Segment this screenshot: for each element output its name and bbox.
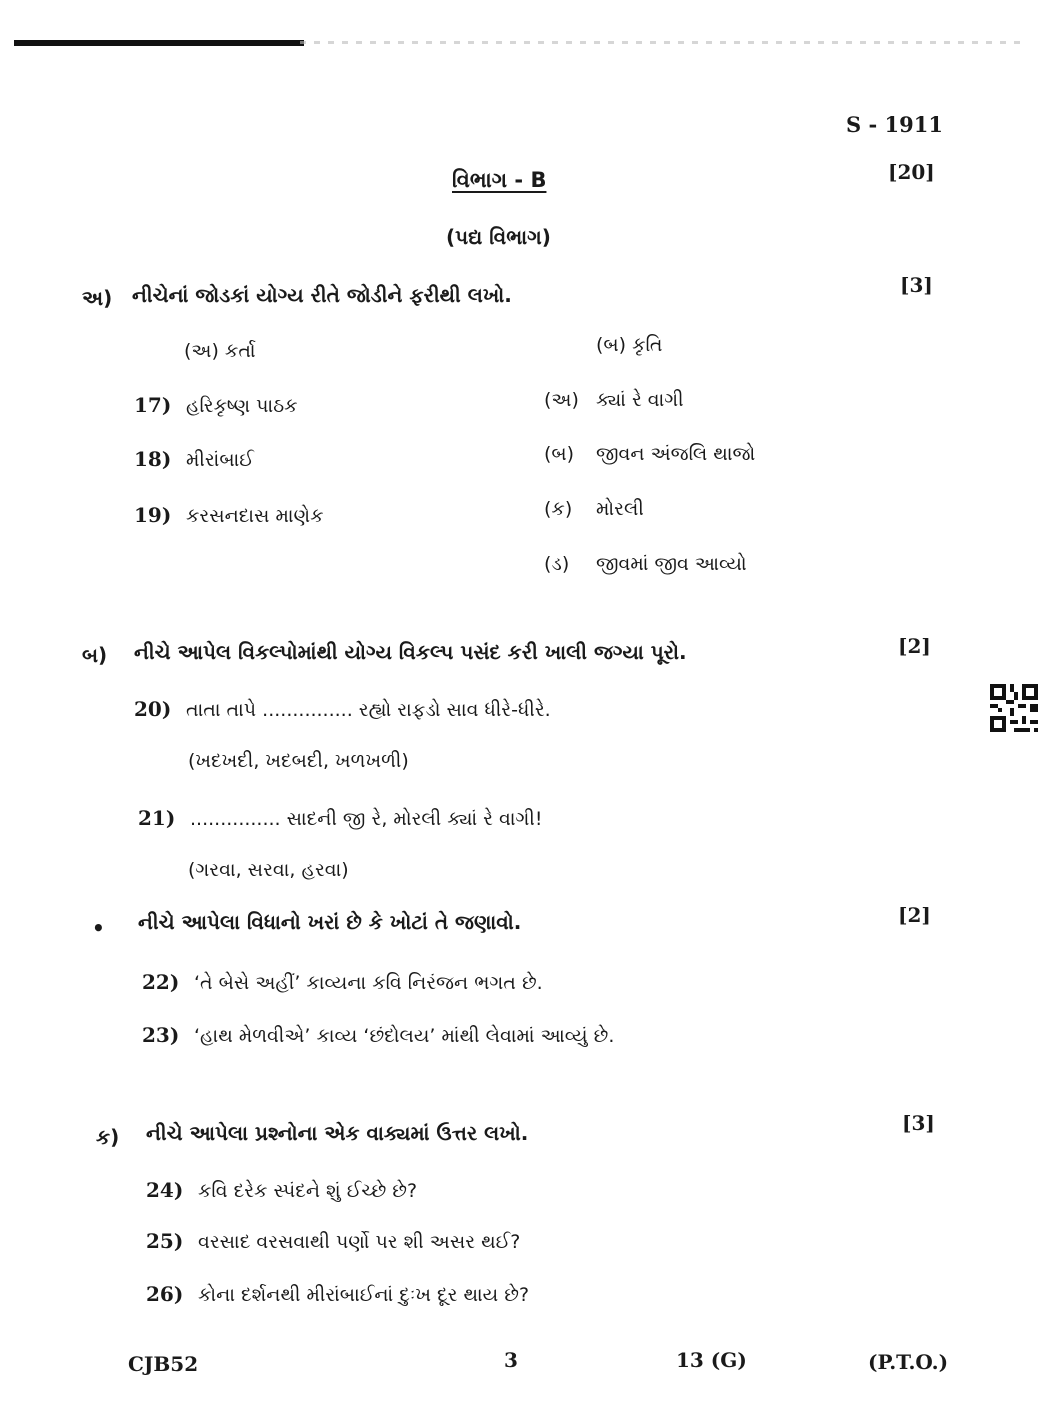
question-number: 18) (134, 447, 172, 471)
part-b-marks: [2] (898, 634, 931, 658)
footer-code: CJB52 (128, 1352, 199, 1376)
question-number: 23) (142, 1023, 180, 1047)
match-right-item-d (544, 553, 747, 575)
match-right-item-b (544, 443, 755, 465)
part-d-label: ક) (96, 1125, 120, 1149)
option-label: (અ) (544, 389, 579, 411)
author-name: કરસનદાસ માણેક (186, 505, 324, 527)
question-number: 20) (134, 697, 172, 721)
column-header-author: (અ) કર્તા (184, 340, 256, 362)
part-a-marks: [3] (900, 273, 933, 297)
column-header-work: (બ) કૃતિ (596, 334, 663, 356)
part-b-label: બ) (82, 643, 108, 667)
question-23 (142, 1023, 614, 1047)
question-number: 24) (146, 1178, 184, 1202)
part-c-bullet: • (92, 916, 105, 940)
part-a-label: અ) (82, 286, 113, 310)
match-left-item-19 (134, 503, 324, 527)
section-title: વિભાગ - B (452, 168, 547, 192)
question-20-options: (ખદખદી, ખદબદી, ખળખળી) (188, 750, 409, 772)
question-text: ‘તે બેસે અહીં’ કાવ્યના કવિ નિરંજન ભગત છે. (194, 972, 543, 994)
question-number: 21) (138, 806, 176, 830)
question-text: કોના દર્શનથી મીરાંબાઈનાં દુઃખ દૂર થાય છે? (198, 1284, 530, 1306)
part-c-instruction: નીચે આપેલા વિધાનો ખરાં છે કે ખોટાં તે જણાવો. (138, 910, 522, 934)
qr-code-icon (990, 684, 1038, 732)
part-b-instruction: નીચે આપેલ વિકલ્પોમાંથી યોગ્ય વિકલ્પ પસંદ કરી ખાલી જગ્યા પૂરો. (134, 640, 687, 664)
option-label: (ક) (544, 498, 573, 520)
match-left-item-18 (134, 447, 254, 471)
question-number: 25) (146, 1229, 184, 1253)
author-name: હરિકૃષ્ણ પાઠક (186, 395, 298, 417)
part-d-marks: [3] (902, 1111, 935, 1135)
work-title: જીવન અંજલિ થાજો (596, 443, 756, 465)
question-number: 19) (134, 503, 172, 527)
option-label: (ડ) (544, 553, 570, 575)
paper-code: S - 1911 (846, 112, 943, 137)
footer-pto: (P.T.O.) (868, 1350, 949, 1374)
question-text: વરસાદ વરસવાથી પર્ણો પર શી અસર થઈ? (198, 1231, 521, 1253)
question-22 (142, 970, 543, 994)
question-21-options: (ગરવા, સરવા, હરવા) (188, 859, 349, 881)
match-right-item-a (544, 389, 684, 411)
question-24 (146, 1178, 417, 1202)
question-text: કવિ દરેક સ્પંદને શું ઈચ્છે છે? (198, 1180, 418, 1202)
question-20 (134, 697, 551, 721)
part-d-instruction: નીચે આપેલા પ્રશ્નોના એક વાક્યમાં ઉત્તર લખો. (146, 1121, 529, 1145)
author-name: મીરાંબાઈ (186, 449, 254, 471)
question-number: 26) (146, 1282, 184, 1306)
section-marks: [20] (888, 160, 935, 184)
option-label: (બ) (544, 443, 575, 465)
work-title: ક્યાં રે વાગી (596, 389, 684, 411)
question-text: ............... સાદની જી રે, મોરલી ક્યાં રે વાગી! (190, 808, 543, 830)
work-title: જીવમાં જીવ આવ્યો (596, 553, 747, 575)
page-number: 3 (504, 1348, 518, 1372)
question-number: 17) (134, 393, 172, 417)
part-a-instruction: નીચેનાં જોડકાં યોગ્ય રીતે જોડીને ફરીથી લખો. (132, 283, 512, 307)
work-title: મોરલી (596, 498, 644, 520)
question-21 (138, 806, 542, 830)
scan-top-bar (14, 40, 304, 46)
question-text: ‘હાથ મેળવીએ’ કાવ્ય ‘છંદોલય’ માંથી લેવામાં આવ્યું છે. (194, 1025, 615, 1047)
part-c-marks: [2] (898, 903, 931, 927)
section-subtitle: (પદ્ય વિભાગ) (446, 225, 551, 249)
match-right-item-c (544, 498, 644, 520)
question-text: તાતા તાપે ............... રહ્યો રાફડો સાવ ધીરે-ધીરે. (186, 699, 551, 721)
scan-noise (300, 41, 1020, 44)
question-number: 22) (142, 970, 180, 994)
question-25 (146, 1229, 520, 1253)
question-26 (146, 1282, 529, 1306)
match-left-item-17 (134, 393, 298, 417)
footer-series: 13 (G) (676, 1348, 747, 1372)
